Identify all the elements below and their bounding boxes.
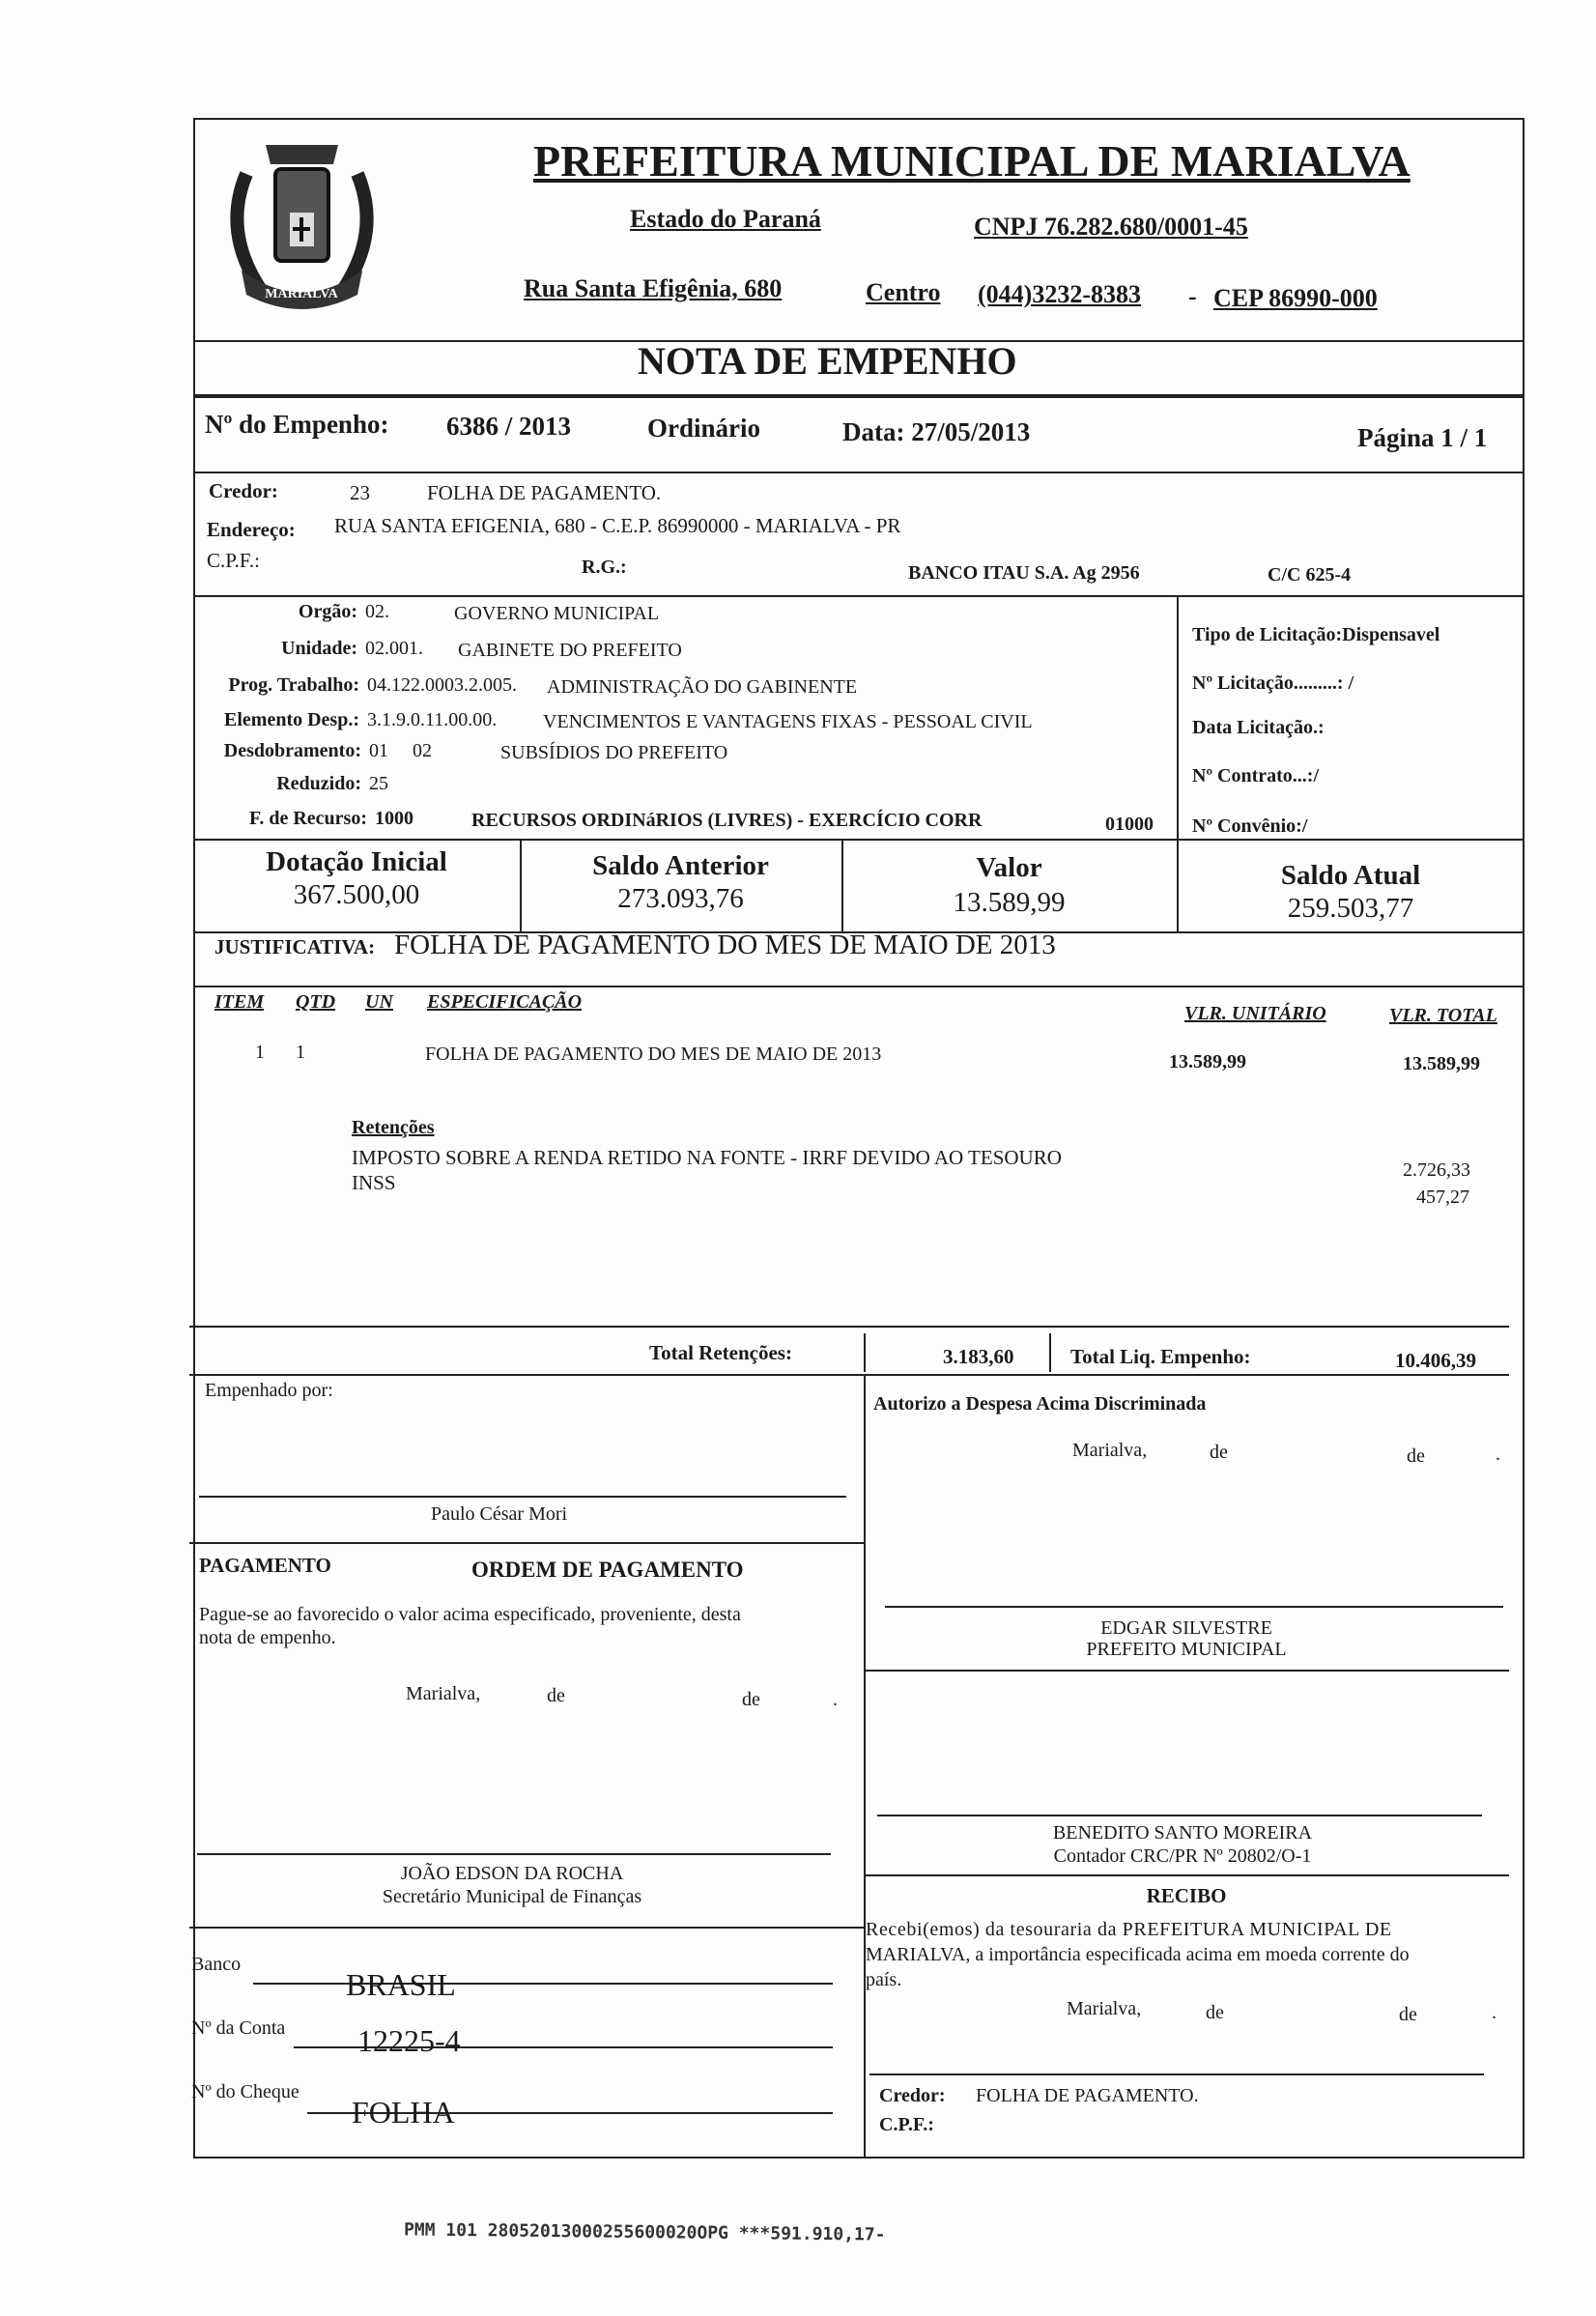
licitacao-data: Data Licitação.:: [1192, 717, 1325, 738]
dotacao-row-code: 3.1.9.0.11.00.00.: [367, 709, 498, 730]
dotacao-row-code: 02.: [365, 601, 389, 622]
empenhado-label: Empenhado por:: [205, 1380, 333, 1401]
recibo-de2: de: [1399, 2004, 1417, 2025]
divider: [193, 595, 1525, 597]
credor-name: FOLHA DE PAGAMENTO.: [427, 481, 662, 504]
divider: [864, 1374, 866, 2159]
header-address: Rua Santa Efigênia, 680: [524, 274, 783, 302]
contador-role: Contador CRC/PR Nº 20802/O-1: [1053, 1845, 1312, 1867]
col-qtd: QTD: [296, 991, 336, 1013]
col-un: UN: [365, 991, 393, 1013]
divider: [1177, 595, 1179, 854]
total-liquido-label: Total Liq. Empenho:: [1070, 1345, 1251, 1368]
dotacao-row-desc: RECURSOS ORDINáRIOS (LIVRES) - EXERCÍCIO CORR: [471, 810, 983, 831]
conta-label: Nº da Conta: [191, 2017, 286, 2039]
dotacao-row-label: Desdobramento:: [223, 740, 361, 761]
dotacao-row-label: Prog. Trabalho:: [228, 674, 359, 696]
dotacao-row-desc: GABINETE DO PREFEITO: [458, 640, 682, 661]
item-spec: FOLHA DE PAGAMENTO DO MES DE MAIO DE 2013: [425, 1044, 882, 1065]
banco-line: [253, 1983, 833, 1985]
pagamento-de2: de: [742, 1689, 760, 1710]
dotacao-row-label: Orgão:: [298, 601, 357, 622]
pagamento-text-2: nota de empenho.: [199, 1627, 336, 1648]
item-unit-value: 13.589,99: [1169, 1051, 1246, 1072]
dotacao-row-label: Reduzido:: [276, 773, 361, 794]
header-state: Estado do Paraná: [630, 205, 821, 233]
header-title: PREFEITURA MUNICIPAL DE MARIALVA: [533, 136, 1411, 186]
divider: [189, 1542, 864, 1544]
retencoes-label: Retenções: [352, 1117, 435, 1138]
contrato: Nº Contrato...:/: [1192, 765, 1320, 786]
credor-bank: BANCO ITAU S.A. Ag 2956: [908, 562, 1140, 584]
pagamento-de1: de: [547, 1685, 565, 1706]
divider: [1049, 1333, 1051, 1372]
valor-label: Valor: [976, 852, 1042, 883]
dotacao-row-code: 01 02: [369, 740, 432, 761]
cheque-label: Nº do Cheque: [191, 2081, 299, 2102]
recibo-credor: FOLHA DE PAGAMENTO.: [976, 2085, 1199, 2106]
autorizo-label: Autorizo a Despesa Acima Discriminada: [873, 1393, 1207, 1415]
total-liquido-value: 10.406,39: [1395, 1349, 1476, 1372]
licitacao-numero: Nº Licitação.........: /: [1192, 672, 1354, 694]
dotacao-row-desc: SUBSÍDIOS DO PREFEITO: [500, 742, 728, 763]
banco-label: Banco: [191, 1954, 242, 1975]
saldo-atual-label: Saldo Atual: [1280, 860, 1421, 891]
pagamento-text-1: Pague-se ao favorecido o valor acima especificado, proveniente, desta: [199, 1604, 741, 1625]
dotacao-row-label: Unidade:: [281, 638, 357, 659]
header-cep: CEP 86990-000: [1213, 284, 1378, 312]
divider: [864, 1670, 1509, 1672]
empenho-label: Nº do Empenho:: [205, 410, 389, 439]
item-total-value: 13.589,99: [1403, 1053, 1480, 1074]
ordem-pagamento-title: ORDEM DE PAGAMENTO: [471, 1558, 744, 1582]
divider: [193, 394, 1525, 398]
autorizo-place: Marialva,: [1072, 1440, 1148, 1461]
recibo-de1: de: [1206, 2002, 1224, 2023]
dotacao-row-code: 02.001.: [365, 638, 423, 659]
recibo-place: Marialva,: [1067, 1998, 1142, 2019]
empenho-date: Data: 27/05/2013: [842, 417, 1031, 446]
recibo-text-3: país.: [866, 1969, 902, 1990]
saldo-atual-value: 259.503,77: [1287, 893, 1414, 924]
page-number: Página 1 / 1: [1357, 423, 1488, 452]
signature-line: [869, 2073, 1484, 2075]
recibo-text-2: MARIALVA, a importância especificada acima em moeda corrente do: [866, 1944, 1410, 1965]
divider: [864, 1874, 1509, 1876]
licitacao-tipo: Tipo de Licitação:Dispensavel: [1192, 624, 1440, 645]
cpf-label: C.P.F.:: [207, 549, 260, 572]
col-vlr-unitario: VLR. UNITÁRIO: [1184, 1003, 1326, 1024]
divider: [189, 1326, 1509, 1328]
dotacao-row-code: 04.122.0003.2.005.: [367, 674, 517, 696]
divider: [193, 986, 1525, 987]
col-vlr-total: VLR. TOTAL: [1389, 1005, 1497, 1026]
recibo-title: RECIBO: [1146, 1884, 1227, 1907]
divider: [864, 1333, 866, 1372]
recibo-text-1: Recebi(emos) da tesouraria da PREFEITURA MUNICIPAL DE: [866, 1919, 1392, 1940]
document-title: NOTA DE EMPENHO: [638, 339, 1017, 383]
autorizo-dot: .: [1496, 1444, 1500, 1465]
recibo-credor-label: Credor:: [879, 2085, 946, 2106]
credor-code: 23: [350, 481, 370, 504]
justificativa-label: JUSTIFICATIVA:: [214, 935, 376, 958]
secretario-role: Secretário Municipal de Finanças: [382, 1886, 642, 1907]
pagamento-dot: .: [833, 1689, 838, 1710]
empenhado-name: Paulo César Mori: [431, 1503, 568, 1525]
convenio: Nº Convênio:/: [1192, 815, 1308, 837]
total-retencoes-label: Total Retenções:: [649, 1341, 792, 1364]
footer-code: PMM 101 28052013000255600020OPG ***591.910,17-: [403, 2219, 886, 2245]
dotacao-inicial-value: 367.500,00: [293, 879, 420, 910]
dotacao-row-label: F. de Recurso:: [248, 808, 367, 829]
divider: [189, 1374, 1509, 1376]
total-retencoes-value: 3.183,60: [943, 1345, 1014, 1368]
dotacao-row-desc: ADMINISTRAÇÃO DO GABINENTE: [547, 676, 858, 698]
justificativa-text: FOLHA DE PAGAMENTO DO MES DE MAIO DE 2013: [394, 929, 1056, 960]
valor-value: 13.589,99: [953, 887, 1066, 918]
cheque-value: FOLHA: [352, 2095, 455, 2130]
signature-line: [199, 1496, 846, 1498]
divider: [193, 839, 1525, 841]
address-label: Endereço:: [207, 518, 296, 541]
banco-value: BRASIL: [346, 1967, 456, 2002]
dotacao-inicial-label: Dotação Inicial: [266, 846, 447, 877]
autorizo-de1: de: [1210, 1442, 1228, 1463]
conta-value: 12225-4: [357, 2023, 461, 2058]
dotacao-row-desc: VENCIMENTOS E VANTAGENS FIXAS - PESSOAL CIVIL: [543, 711, 1033, 732]
contador-name: BENEDITO SANTO MOREIRA: [1052, 1822, 1313, 1844]
retencao-inss-value: 457,27: [1416, 1187, 1469, 1208]
prefeito-role: PREFEITO MUNICIPAL: [1086, 1639, 1287, 1660]
header-phone: (044)3232-8383: [978, 280, 1141, 308]
recibo-cpf-label: C.P.F.:: [879, 2114, 934, 2135]
credor-cc: C/C 625-4: [1268, 564, 1352, 586]
dotacao-row-code: 1000: [375, 808, 413, 829]
dotacao-row-desc: GOVERNO MUNICIPAL: [454, 603, 660, 624]
col-item: ITEM: [214, 991, 265, 1013]
pagamento-place: Marialva,: [406, 1683, 481, 1704]
header-sep: -: [1188, 282, 1197, 310]
rg-label: R.G.:: [582, 557, 627, 578]
retencao-inss: INSS: [352, 1171, 396, 1194]
prefeito-name: EDGAR SILVESTRE: [1100, 1617, 1272, 1639]
dotacao-row-extra: 01000: [1105, 814, 1154, 835]
item-number: 1: [255, 1042, 265, 1063]
dotacao-row-label: Elemento Desp.:: [224, 709, 359, 730]
empenho-number: 6386 / 2013: [446, 412, 572, 441]
secretario-name: JOÃO EDSON DA ROCHA: [400, 1863, 624, 1884]
credor-label: Credor:: [209, 479, 278, 502]
signature-line: [885, 1606, 1503, 1608]
signature-line: [877, 1815, 1482, 1816]
pagamento-label: PAGAMENTO: [199, 1554, 331, 1577]
credor-address: RUA SANTA EFIGENIA, 680 - C.E.P. 86990000 - MARIALVA - PR: [334, 514, 901, 537]
recibo-dot: .: [1492, 2002, 1496, 2023]
retencao-irrf-value: 2.726,33: [1403, 1159, 1470, 1181]
col-especificacao: ESPECIFICAÇÃO: [427, 991, 583, 1013]
empenho-type: Ordinário: [647, 414, 761, 443]
divider: [189, 1927, 864, 1929]
dotacao-row-code: 25: [369, 773, 388, 794]
item-qtd: 1: [296, 1042, 305, 1063]
autorizo-de2: de: [1407, 1445, 1425, 1467]
saldo-anterior-label: Saldo Anterior: [592, 850, 769, 881]
saldo-anterior-value: 273.093,76: [617, 883, 744, 914]
divider: [193, 472, 1525, 473]
header-cnpj: CNPJ 76.282.680/0001-45: [974, 213, 1248, 241]
retencao-irrf: IMPOSTO SOBRE A RENDA RETIDO NA FONTE - IRRF DEVIDO AO TESOURO: [352, 1146, 1062, 1169]
signature-line: [197, 1853, 831, 1855]
municipal-crest: [208, 126, 396, 324]
crest-text: MARIALVA: [265, 287, 338, 301]
header-district: Centro: [866, 278, 941, 306]
